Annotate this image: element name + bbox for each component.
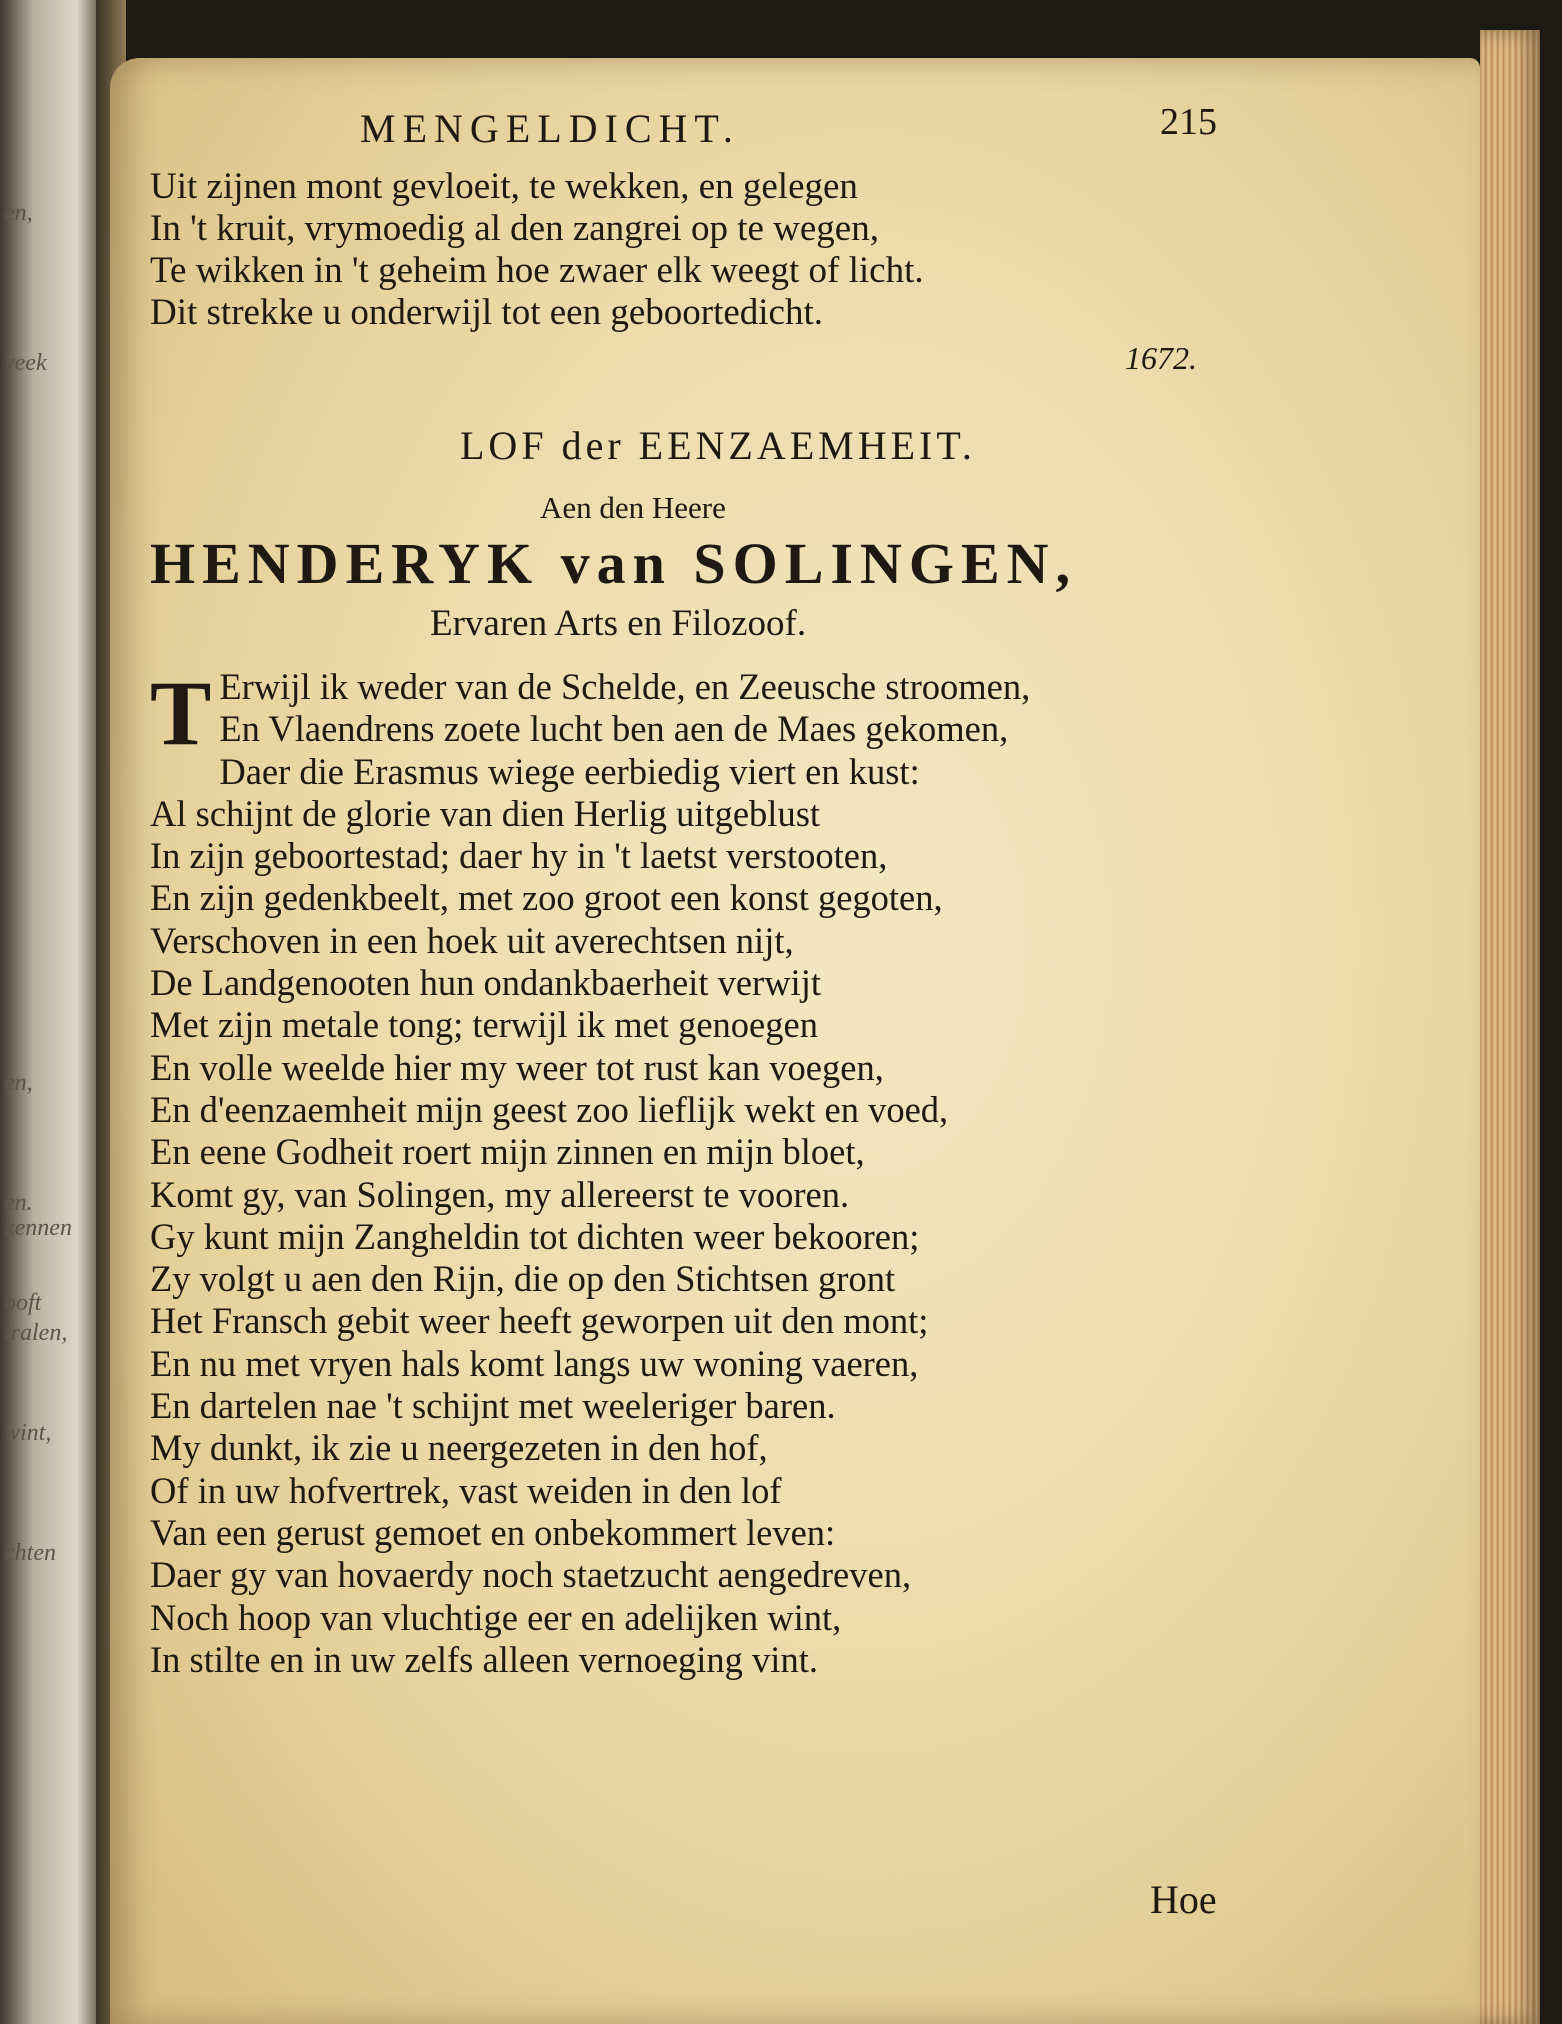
verse-line: In 't kruit, vrymoedig al den zangrei op te wegen,	[150, 208, 879, 249]
verse-line: Van een gerust gemoet en onbekommert leven:	[150, 1511, 836, 1553]
verse-line: Zy volgt u aen den Rijn, die op den Stichtsen gront	[150, 1258, 896, 1300]
verse-line: Dit strekke u onderwijl tot een geboortedicht.	[150, 292, 824, 333]
verse-line: Gy kunt mijn Zangheldin tot dichten weer bekooren;	[150, 1215, 920, 1257]
verse-line: Met zijn metale tong; terwijl ik met genoegen	[150, 1004, 818, 1046]
verse-line: Daer gy van hovaerdy noch staetzucht aengedreven,	[150, 1554, 912, 1596]
running-head: MENGELDICHT.	[360, 106, 740, 151]
dedicatee-role: Ervaren Arts en Filozoof.	[430, 603, 807, 644]
verse-line: Al schijnt de glorie van dien Herlig uitgeblust	[150, 792, 821, 834]
facing-page-fragment: wint,	[4, 1420, 52, 1446]
page-edges	[1480, 30, 1540, 2024]
verse-line: En Vlaendrens zoete lucht ben aen de Maes gekomen,	[219, 708, 1009, 750]
facing-page-fragment: veek	[4, 350, 47, 376]
facing-page-fragment: en.	[4, 1190, 33, 1216]
verse-line: Daer die Erasmus wiege eerbiedig viert en kust:	[219, 750, 920, 792]
facing-page-fragment: kennen	[4, 1215, 72, 1241]
verse-line: Noch hoop van vluchtige eer en adelijken wint,	[150, 1596, 842, 1638]
verse-line: My dunkt, ik zie u neergezeten in den hof,	[150, 1427, 768, 1469]
verse-line: Erwijl ik weder van de Schelde, en Zeeusche stroomen,	[219, 666, 1031, 707]
facing-page-fragment: chten	[4, 1540, 56, 1566]
page-number: 215	[1160, 101, 1217, 143]
verse-line: De Landgenooten hun ondankbaerheit verwijt	[150, 962, 821, 1004]
facing-page	[0, 0, 96, 2024]
facing-page-fragment: tralen,	[4, 1320, 68, 1346]
verse-line: En zijn gedenkbeelt, met zoo groot een konst gegoten,	[150, 877, 943, 919]
drop-cap: T	[150, 662, 212, 764]
poem-title: LOF der EENZAEMHEIT.	[460, 423, 976, 468]
verse-line: In zijn geboortestad; daer hy in 't laetst verstooten,	[150, 835, 888, 877]
verse-line: En d'eenzaemheit mijn geest zoo lieflijk wekt en voed,	[150, 1088, 949, 1130]
verse-line: Het Fransch gebit weer heeft geworpen uit den mont;	[150, 1300, 929, 1342]
verse-line: Of in uw hofvertrek, vast weiden in den lof	[150, 1469, 782, 1511]
verse-line: In stilte en in uw zelfs alleen vernoeging vint.	[150, 1638, 818, 1680]
facing-page-fragment: en,	[4, 1070, 33, 1096]
facing-page-fragment: ooft	[4, 1290, 42, 1316]
catchword: Hoe	[1150, 1877, 1217, 1922]
poem-year: 1672.	[1125, 340, 1197, 376]
verse-line: Uit zijnen mont gevloeit, te wekken, en gelegen	[150, 166, 858, 207]
poem-body	[150, 662, 1240, 1681]
verse-line: Verschoven in een hoek uit averechtsen nijt,	[150, 919, 794, 961]
verse-line: En dartelen nae 't schijnt met weeleriger baren.	[150, 1385, 836, 1427]
dedication-line: Aen den Heere	[540, 490, 726, 525]
dedicatee-name: HENDERYK van SOLINGEN,	[150, 531, 1078, 596]
verse-line: Te wikken in 't geheim hoe zwaer elk weegt of licht.	[150, 250, 924, 291]
verse-line: En eene Godheit roert mijn zinnen en mijn bloet,	[150, 1131, 865, 1173]
facing-page-fragment: en,	[4, 200, 33, 226]
verse-line: En nu met vryen hals komt langs uw woning vaeren,	[150, 1342, 919, 1384]
verse-line: Komt gy, van Solingen, my allereerst te vooren.	[150, 1173, 850, 1215]
verse-line: En volle weelde hier my weer tot rust kan voegen,	[150, 1046, 884, 1088]
preceding-poem-ending	[150, 166, 924, 334]
